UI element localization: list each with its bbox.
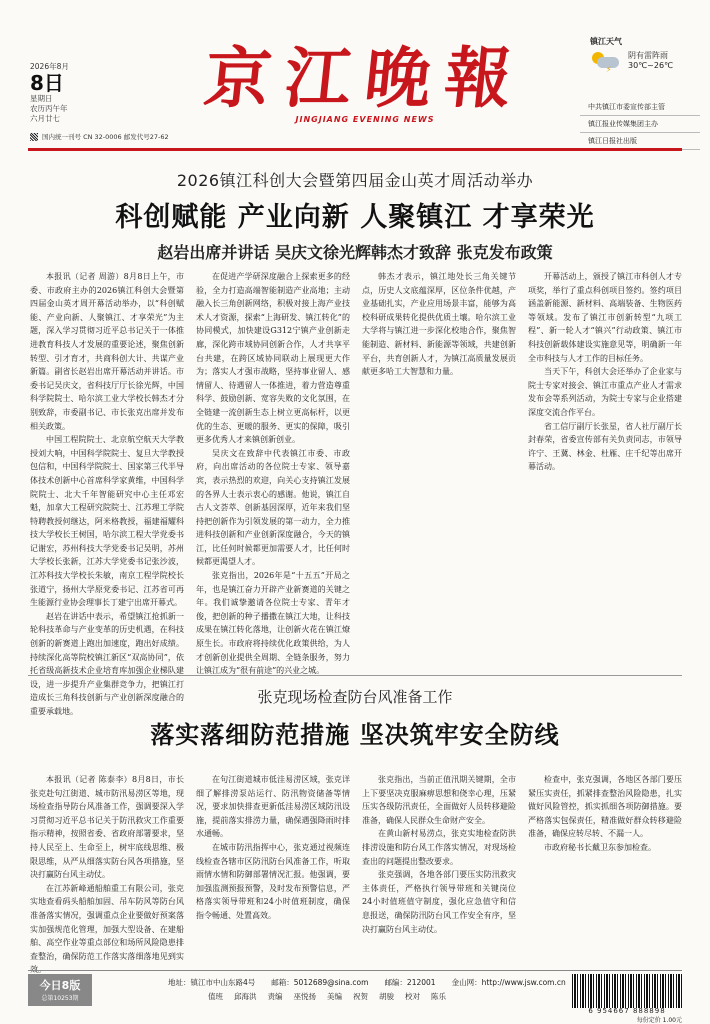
staff-name: 祝贺 <box>353 992 368 1001</box>
article-paragraph: 中国工程院院士、北京航空航天大学教授刘大响，中国科学院院士、复旦大学教授包信和，中国科学院院士、国家第三代半导体技术创新中心首席科学家黄维，中国科学院院士、北大千年智能研究中心主任邓宏魁，加拿大工程研究院院士、江苏理工学院特聘教授何继达，阿米格教授，福建福耀科技大学校长王树国，哈尔滨工程大学党委书记谢宏，苏州科技大学党委书记吴明，苏州大学校长张新，江苏大学党委书记张沙波，江苏科技大学校长朱敏，南京工程学院校长张道宁，扬州大学原党委书记、江苏省可再生能源行业协会理事长丁建宁出席开幕式。 <box>30 435 184 608</box>
edition-pages: 今日8版 <box>39 979 81 992</box>
article-paragraph: 本报讯（记者 周游）8月8日上午，市委、市政府主办的2026镇江科创大会暨第四届金山英才周开幕活动举办，以“科创赋能、产业向新、人聚镇江、才享荣光”为主题，深入学习贯彻习近平总书记关于一体推进教育科技人才发展的重要论述，聚焦创新转型、引才育才，共商科创大计、共谋产业新篇。副省长赵岩出席开幕活动并讲话。市委书记吴庆文，省科技厅厅长徐光辉，中国科学院院士、哈尔滨工业大学校长韩杰才分别致辞，市委副书记、市长张克出席并发布相关政策。 <box>30 272 184 431</box>
newspaper-subtitle: JINGJIANG EVENING NEWS <box>295 115 435 124</box>
qr-code-icon <box>30 133 38 141</box>
masthead-divider <box>28 148 682 151</box>
article-paragraph: 吴庆文在致辞中代表镇江市委、市政府，向出席活动的各位院士专家、领导嘉宾，表示热烈的欢迎，向关心支持镇江发展的各界人士表示衷心的感谢。他说，镇江自古人文荟萃、创新基因深厚，近年来我们坚持把创新作为引领发展的第一动力，全力推进科技创新和产业创新深度融合，今天的镇江，比任何时候都更加需要人才，比任何时候都更渴望人才。 <box>196 448 350 567</box>
publisher-line: 镇江报业传媒集团主办 <box>580 116 700 133</box>
edition-issue: 总第10253期 <box>41 995 79 1002</box>
article-paragraph: 赵岩在讲话中表示，希望镇江抢抓新一轮科技革命与产业变革的历史机遇，在科技创新的新赛道上跑出加速度，跑出好成绩。持续深化高等院校镇江新区“双高协同”，依托省级高新技术企业培育库加强企业梯队建设，进一步提升产业集群竞争力，把镇江打造成长三角科技创新与产业创新深度融合的重要承载地。 <box>30 611 184 716</box>
article-paragraph: 省工信厅副厅长张星，省人社厅副厅长封春荣，省委宣传部有关负责同志，市领导许宁、王冀、林金、杜雁、庄千纪等出席开幕活动。 <box>528 421 682 472</box>
article-column <box>30 270 184 716</box>
article-paragraph: 在江苏新峰通船舶重工有限公司，张克实地查看码头船舶加固、吊车防风等防台风准备落实情况，强调重点企业要做好预案落实加强规范化管理，加强大型设备、在建船舶、高空作业等重点部位和场所风险隐患排查整治，确保防范工作落实落细落地见到实效。 <box>30 883 184 975</box>
newspaper-logo <box>200 39 530 124</box>
article-paragraph: 在黄山新村易涝点，张克实地检查防洪排涝设施和防台风工作落实情况，对现场检查出的问题提出整改要求。 <box>362 829 516 866</box>
staff-label: 责编 <box>267 992 283 1001</box>
article-paragraph: 在促进产学研深度融合上探索更多的经验，全力打造高端智能制造产业高地；主动融入长三角创新网络，积极对接上海产业技术人才资源，探索“上海研发、镇江转化”的协同模式，加快建设G312宁镇产业创新走廊，深化跨市域协同创新合作，人才共享平台共建，在跨区域协同联动上展现更大作为；落实人才强市战略，坚持事业留人、感情留人、待遇留人一体推进，着力营造尊重科学、鼓励创新、宽容失败的文化氛围，在全链建一流创新生态上树立更高标杆，以更优的生态、更暖的服务、更实的保障，吸引更多优秀人才来镇创新创业。 <box>196 272 350 445</box>
registration-text: 国内统一刊号 CN 32-0006 邮发代号27-62 <box>42 133 169 141</box>
masthead <box>0 0 710 162</box>
lead-subheadline: 赵岩出席并讲话 吴庆文徐光辉韩杰才致辞 张克发布政策 <box>157 243 553 262</box>
footer-web: 金山网：http://www.jsw.com.cn <box>451 978 566 987</box>
second-story-body <box>30 773 682 975</box>
section-divider <box>28 675 682 676</box>
page-footer <box>28 970 682 1024</box>
staff-label: 美编 <box>327 992 342 1001</box>
article-column <box>196 270 350 676</box>
staff-name: 巫悦扬 <box>293 992 316 1001</box>
registration-line <box>30 132 169 141</box>
article-paragraph: 市政府秘书长戴卫东参加检查。 <box>544 842 656 852</box>
weather-label: 镇江天气 <box>590 37 622 46</box>
thunderstorm-icon: ⚡ <box>590 51 622 73</box>
lunar-day: 六月廿七 <box>30 114 60 123</box>
date-month: 2026年8月 <box>30 62 69 71</box>
lead-headline: 科创赋能 产业向新 人聚镇江 才享荣光 <box>115 202 595 233</box>
footer-address: 地址：镇江市中山东路4号 <box>168 978 256 987</box>
article-paragraph: 韩杰才表示，镇江地处长三角关键节点，历史人文底蕴深厚，区位条件优越，产业基础扎实，产业应用场景丰富，能够为高校科研成果转化提供优质土壤。哈尔滨工业大学将与镇江进一步深化校地合作，聚焦智能制造、新材料、新能源等领域，共建创新平台，共育创新人才，为镇江高质量发展贡献更多哈工大智慧和力量。 <box>362 272 516 377</box>
lead-kicker: 2026镇江科创大会暨第四届金山英才周活动举办 <box>176 171 534 190</box>
barcode-number: 6 954667 888898 <box>588 1007 666 1015</box>
article-column <box>528 773 682 963</box>
staff-name: 陈乐 <box>431 992 446 1001</box>
second-kicker: 张克现场检查防台风准备工作 <box>257 688 453 706</box>
article-column <box>528 270 682 660</box>
article-paragraph: 在句江街道城市低洼易涝区域，张克详细了解排涝泵站运行、防汛物资储备等情况，要求加快排查更新低洼易涝区域防汛设施，提前落实排涝力量，确保遇强降雨时排水通畅。 <box>196 775 350 839</box>
publisher-line: 镇江日报社出版 <box>580 133 700 150</box>
article-paragraph: 本报讯（记者 陈泰李）8月8日，市长张克赴句江街道、城市防汛易涝区等地，现场检查指导防台风准备工作，强调要深入学习贯彻习近平总书记关于防汛救灾工作重要指示精神，按照省委、省政府部署要求，坚持人民至上、生命至上，树牢底线思维、极限思维，从严从细落实防台风各项措施，坚决打赢防台风主动仗。 <box>30 775 184 880</box>
staff-label: 值班 <box>208 992 223 1001</box>
publisher-line: 中共镇江市委宣传部主管 <box>580 99 700 116</box>
weather-box <box>590 36 690 73</box>
lead-story-header <box>0 162 710 263</box>
lunar-year: 农历丙午年 <box>30 104 68 113</box>
staff-credits <box>208 991 446 1002</box>
weekday: 星期日 <box>30 94 53 103</box>
article-column <box>196 773 350 963</box>
article-column <box>30 773 184 975</box>
article-paragraph: 检查中，张克强调，各地区各部门要压紧压实责任，抓紧排查整治风险隐患，扎实做好风险管控，抓实抓细各项防御措施。要严格落实包保责任，精准做好群众转移避险准备，确保应转尽转、不漏一人。 <box>528 775 682 839</box>
article-paragraph: 开幕活动上，颁授了镇江市科创人才专项奖，举行了重点科创项目签约。签约项目涵盖新能源、新材料、高端装备、生物医药等领域。发布了镇江市创新转型“九项工程”、新一轮人才“镇兴”行动政策、镇江市科技创新载体建设实施意见等，明确新一年全市科技与人才工作的目标任务。 <box>528 272 682 363</box>
staff-name: 邱海洪 <box>234 992 257 1001</box>
article-paragraph: 在城市防汛指挥中心，张克通过视频连线检查各辖市区防汛防台风准备工作，听取雨情水情和防御部署情况汇报。他强调，要加强监测预报预警，及时发布预警信息，严格落实领导带班和24小时值班制度，确保指令畅通、处置高效。 <box>196 842 350 920</box>
article-paragraph: 张克强调，各地各部门要压实防汛救灾主体责任，严格执行领导带班和关键岗位24小时值班值守制度，强化应急值守和信息报送，确保防汛防台风工作安全有序，坚决打赢防台风主动仗。 <box>362 870 516 934</box>
newspaper-title: 京江晚報 <box>200 39 530 117</box>
article-column <box>362 270 516 660</box>
weather-temp: 30℃~26℃ <box>628 61 674 70</box>
publisher-info <box>580 99 700 150</box>
footer-zip: 邮编：212001 <box>384 978 436 987</box>
date-block <box>30 62 125 124</box>
article-paragraph: 张克指出，当前正值汛期关键期，全市上下要坚决克服麻痹思想和侥幸心理，压紧压实各级防汛责任，全面做好人员转移避险准备，确保人民群众生命财产安全。 <box>362 775 516 825</box>
second-headline: 落实落细防范措施 坚决筑牢安全防线 <box>150 721 560 749</box>
edition-badge <box>28 974 92 1006</box>
footer-email: 邮箱：5012689@sina.com <box>271 978 369 987</box>
date-day: 8日 <box>30 71 64 95</box>
article-column <box>362 773 516 963</box>
article-paragraph: 张克指出，2026年是“十五五”开局之年，也是镇江奋力开辟产业新赛道的关键之年。我们诚挚邀请各位院士专家、青年才俊，把创新的种子播撒在镇江大地，让科技成果在镇江转化落地，让创新火花在镇江燎原生长。市政府将持续优化政策供给，为人才创新创业提供全周期、全链条服务，努力让镇江成为“很有前途”的兴业之城。 <box>196 571 350 676</box>
second-story-header <box>0 686 710 750</box>
weather-condition: 阴有雷阵雨 <box>628 51 668 60</box>
article-paragraph: 当天下午，科创大会还举办了企业家与院士专家对接会、镇江市重点产业人才需求发布会等系列活动，为院士专家与企业搭建深度交流合作平台。 <box>528 367 682 417</box>
barcode-icon <box>572 974 682 1008</box>
staff-name: 胡骏 <box>379 992 394 1001</box>
staff-label: 校对 <box>405 992 420 1001</box>
price: 每份定价 1.00元 <box>636 1017 682 1024</box>
